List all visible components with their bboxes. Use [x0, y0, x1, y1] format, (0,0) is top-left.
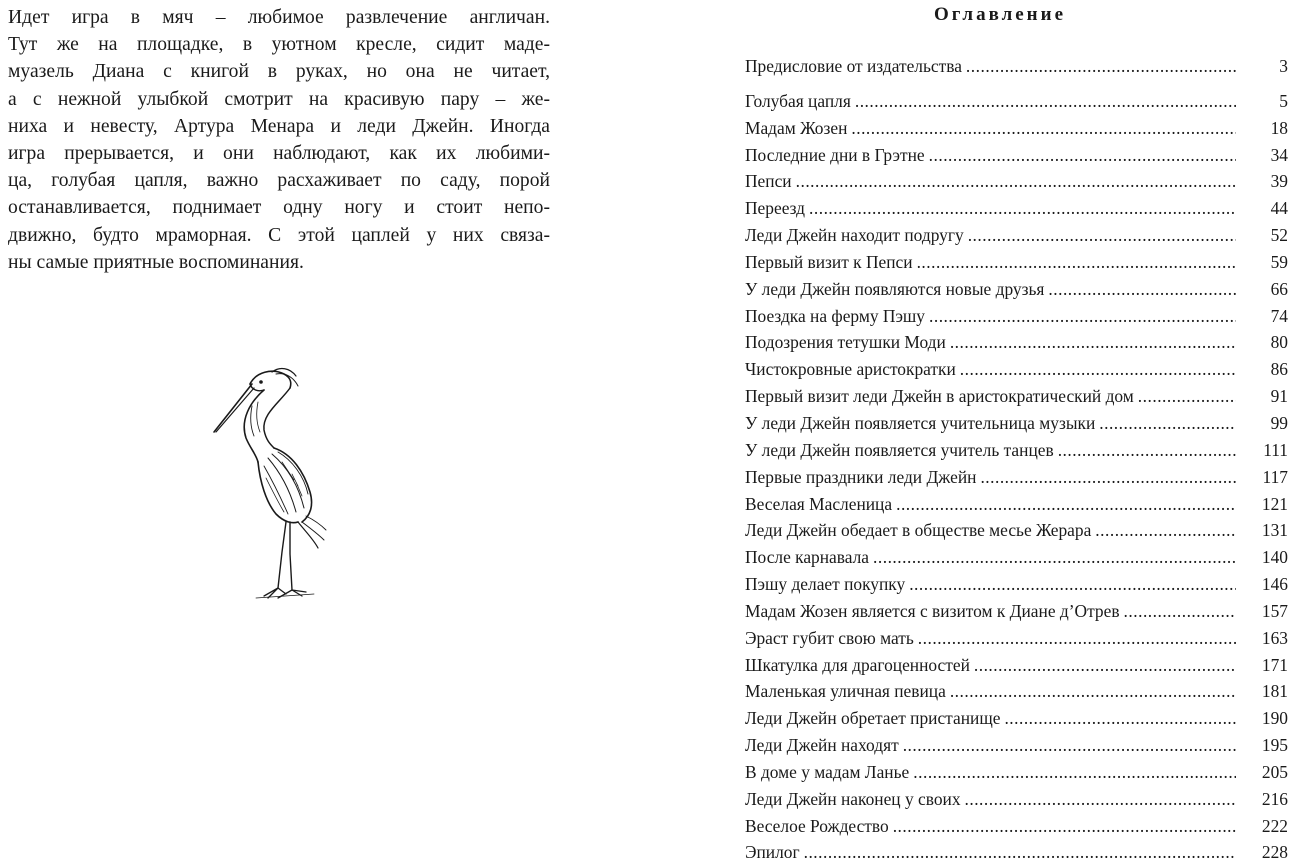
toc-entry-page: 18 [1270, 117, 1288, 138]
toc-entry-page: 99 [1270, 412, 1288, 433]
toc-entry [745, 195, 1288, 222]
toc-entry-page: 111 [1263, 439, 1288, 460]
paragraph-line: муазель Диана с книгой в руках, но она не читает, [8, 61, 550, 83]
toc-entry-page: 91 [1270, 386, 1288, 407]
toc-leader-dots [913, 759, 1236, 786]
toc-entry-page: 5 [1279, 90, 1288, 111]
toc-entry-title: Первые праздники леди Джейн [745, 466, 977, 487]
table-of-contents [745, 53, 1288, 866]
toc-entry-page: 121 [1261, 493, 1288, 514]
toc-leader-dots [855, 88, 1236, 115]
toc-entry [745, 249, 1288, 276]
toc-entry-page: 216 [1261, 788, 1288, 809]
toc-leader-dots [1124, 598, 1236, 625]
toc-entry-page: 195 [1261, 735, 1288, 756]
paragraph-line: ца, голубая цапля, важно расхаживает по саду, порой [8, 170, 550, 192]
toc-entry [745, 544, 1288, 571]
toc-leader-dots [809, 195, 1236, 222]
toc-leader-dots [909, 571, 1236, 598]
toc-entry-page: 86 [1270, 359, 1288, 380]
toc-entry-page: 205 [1261, 761, 1288, 782]
toc-entry-page: 163 [1261, 627, 1288, 648]
paragraph-line: ны самые приятные воспоминания. [8, 251, 304, 273]
toc-entry-title: Последние дни в Грэтне [745, 144, 925, 165]
toc-entry-title: Леди Джейн обретает пристанище [745, 708, 1001, 729]
toc-entry [745, 410, 1288, 437]
right-page [645, 0, 1290, 866]
toc-entry-title: Веселая Масленица [745, 493, 893, 514]
toc-entry-title: У леди Джейн появляется учительница музыки [745, 412, 1096, 433]
paragraph-line: движно, будто мраморная. С этой цаплей у них связа- [8, 224, 550, 246]
toc-entry [745, 437, 1288, 464]
toc-entry [745, 598, 1288, 625]
toc-leader-dots [1138, 383, 1236, 410]
toc-entry-title: Пэшу делает покупку [745, 574, 906, 595]
toc-entry-title: Первый визит леди Джейн в аристократический дом [745, 386, 1134, 407]
toc-entry-page: 80 [1270, 332, 1288, 353]
toc-entry-page: 181 [1261, 681, 1288, 702]
toc-leader-dots [896, 491, 1236, 518]
toc-entry [745, 222, 1288, 249]
toc-leader-dots [960, 356, 1236, 383]
toc-entry [745, 329, 1288, 356]
toc-entry-title: Шкатулка для драгоценностей [745, 654, 970, 675]
toc-entry [745, 303, 1288, 330]
toc-entry [745, 115, 1288, 142]
toc-entry-page: 39 [1270, 171, 1288, 192]
toc-entry [745, 652, 1288, 679]
toc-entry-title: Предисловие от издательства [745, 56, 962, 76]
toc-entry-page: 222 [1261, 815, 1288, 836]
paragraph-line: останавливается, поднимает одну ногу и стоит непо- [8, 197, 550, 219]
toc-entry-title: Леди Джейн находят [745, 735, 899, 756]
toc-entry-page: 157 [1261, 600, 1288, 621]
toc-entry-title: Эраст губит свою мать [745, 627, 914, 648]
toc-entry-title: Леди Джейн наконец у своих [745, 788, 961, 809]
toc-entry-page: 52 [1270, 225, 1288, 246]
paragraph-line: Тут же на площадке, в уютном кресле, сидит маде- [8, 34, 550, 56]
toc-entry [745, 571, 1288, 598]
toc-entry [745, 464, 1288, 491]
toc-entry-page: 74 [1270, 305, 1288, 326]
toc-entry-page: 117 [1262, 466, 1288, 487]
toc-leader-dots [1058, 437, 1236, 464]
toc-entry-page: 131 [1261, 520, 1288, 541]
toc-entry-title: Мадам Жозен [745, 117, 848, 138]
toc-leader-dots [968, 222, 1236, 249]
toc-entry-page: 190 [1261, 708, 1288, 729]
toc-leader-dots [917, 249, 1236, 276]
toc-entry-title: Подозрения тетушки Моди [745, 332, 946, 353]
toc-leader-dots [796, 168, 1236, 195]
toc-entry-title: Веселое Рождество [745, 815, 889, 836]
toc-title: Оглавление [933, 4, 1067, 25]
toc-entry-page: 140 [1261, 547, 1288, 568]
toc-leader-dots [929, 303, 1236, 330]
toc-entry-title: Леди Джейн находит подругу [745, 225, 964, 246]
toc-leader-dots [929, 142, 1236, 169]
toc-entry-page: 44 [1270, 198, 1288, 219]
toc-leader-dots [893, 813, 1236, 840]
toc-entry-page: 3 [1279, 56, 1288, 76]
toc-leader-dots [903, 732, 1236, 759]
story-paragraph [8, 4, 550, 276]
toc-entry-page: 228 [1261, 842, 1288, 863]
toc-leader-dots [804, 839, 1236, 866]
toc-entry-page: 59 [1270, 251, 1288, 272]
toc-entry-page: 34 [1270, 144, 1288, 165]
toc-entry [745, 383, 1288, 410]
toc-entry-title: Переезд [745, 198, 806, 219]
toc-entry-title: Маленькая уличная певица [745, 681, 946, 702]
toc-leader-dots [873, 544, 1236, 571]
toc-entry [745, 839, 1288, 866]
toc-entry-title: Леди Джейн обедает в обществе месье Жерара [745, 520, 1092, 541]
paragraph-line: игра прерывается, и они наблюдают, как их любими- [8, 143, 550, 165]
toc-entry-title: Пепси [745, 171, 792, 192]
toc-entry [745, 168, 1288, 195]
toc-entry-title: Эпилог [745, 842, 800, 863]
toc-entry [745, 759, 1288, 786]
toc-entry [745, 517, 1288, 544]
toc-leader-dots [1004, 705, 1236, 732]
toc-entry-page: 171 [1261, 654, 1288, 675]
toc-entry-title: У леди Джейн появляются новые друзья [745, 278, 1045, 299]
toc-entry [745, 356, 1288, 383]
paragraph-line: Идет игра в мяч – любимое развлечение англичан. [8, 7, 550, 28]
toc-leader-dots [1099, 410, 1236, 437]
toc-entry [745, 88, 1288, 115]
toc-entry-title: Мадам Жозен является с визитом к Диане д’Отрев [745, 600, 1120, 621]
toc-entry-title: Голубая цапля [745, 90, 851, 111]
toc-entry [745, 53, 1288, 80]
toc-entry-page: 146 [1261, 574, 1288, 595]
toc-entry-title: В доме у мадам Ланье [745, 761, 910, 782]
toc-entry [745, 786, 1288, 813]
toc-entry [745, 813, 1288, 840]
toc-leader-dots [965, 786, 1236, 813]
toc-entry [745, 491, 1288, 518]
toc-entry-page: 66 [1270, 278, 1288, 299]
toc-entry-title: У леди Джейн появляется учитель танцев [745, 439, 1054, 460]
toc-entry [745, 142, 1288, 169]
toc-entry-title: Первый визит к Пепси [745, 251, 913, 272]
toc-entry-title: Поездка на ферму Пэшу [745, 305, 926, 326]
toc-entry [745, 705, 1288, 732]
toc-entry [745, 732, 1288, 759]
toc-leader-dots [1048, 276, 1236, 303]
toc-leader-dots [1095, 517, 1236, 544]
toc-entry-title: Чистокровные аристократки [745, 359, 956, 380]
toc-entry [745, 625, 1288, 652]
toc-leader-dots [950, 329, 1236, 356]
toc-entry [745, 678, 1288, 705]
toc-leader-dots [966, 53, 1236, 80]
paragraph-line: а с нежной улыбкой смотрит на красивую пару – же- [8, 88, 550, 110]
toc-leader-dots [950, 678, 1236, 705]
toc-leader-dots [851, 115, 1236, 142]
toc-entry-title: После карнавала [745, 547, 870, 568]
toc-entry [745, 276, 1288, 303]
paragraph-line: ниха и невесту, Артура Менара и леди Джейн. Иногда [8, 115, 550, 137]
toc-leader-dots [980, 464, 1236, 491]
toc-leader-dots [974, 652, 1236, 679]
toc-leader-dots [918, 625, 1236, 652]
heron-drawing-icon [206, 362, 338, 602]
